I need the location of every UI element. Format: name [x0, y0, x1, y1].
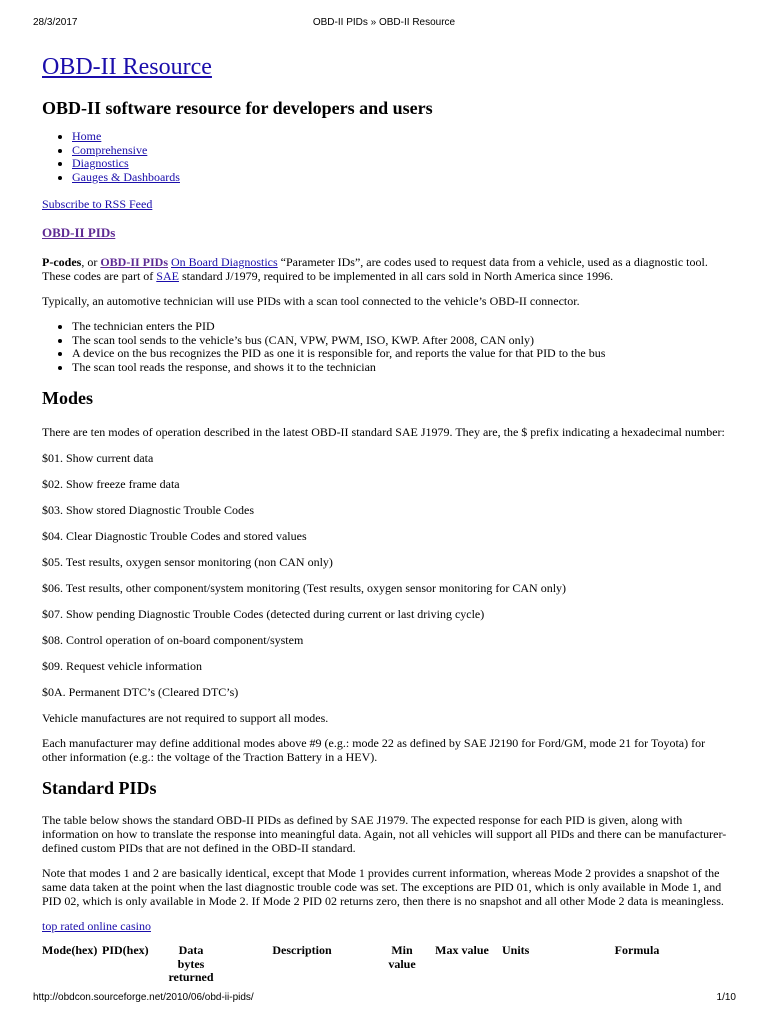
mode-item: $04. Clear Diagnostic Trouble Codes and stored values: [42, 529, 307, 543]
nav-link-diagnostics[interactable]: Diagnostics: [72, 156, 129, 170]
nav-link-comprehensive[interactable]: Comprehensive: [72, 142, 148, 157]
col-units: Units: [502, 943, 530, 957]
post-title-link[interactable]: OBD-II PIDs: [42, 225, 116, 240]
mode-item: $08. Control operation of on-board component/system: [42, 633, 304, 647]
col-pid: PID(hex): [102, 943, 149, 957]
rss-feed-link[interactable]: Subscribe to RSS Feed: [42, 197, 153, 211]
step-item: • The technician enters the PID: [72, 320, 732, 334]
col-min-value: [382, 944, 422, 985]
nav-item-diagnostics: [72, 157, 732, 171]
intro-text-4: standard J/1979, required to be implemented in all cars sold in North America since 1996.: [178, 269, 614, 283]
col-data-bytes-line-3: returned: [168, 970, 214, 984]
steps-list: [42, 320, 732, 374]
step-item: • The scan tool sends to the vehicle’s bus (CAN, VPW, PWM, ISO, KWP. After 2008, CAN only): [72, 334, 732, 348]
col-data-bytes-line-2: bytes: [177, 956, 205, 971]
nav-item-home: [72, 130, 732, 144]
intro-paragraph: [42, 255, 732, 283]
print-url: http://obdcon.sourceforge.net/2010/06/obd-ii-pids/: [33, 992, 254, 1003]
standard-pids-heading: Standard PIDs: [42, 778, 157, 798]
site-tagline: OBD-II software resource for developers and users: [42, 98, 433, 118]
nav-link-home[interactable]: Home: [72, 129, 102, 143]
mode-item: $05. Test results, oxygen sensor monitoring (non CAN only): [42, 555, 333, 569]
mode-item: $06. Test results, other component/system monitoring (Test results, oxygen sensor monitoring for CAN only): [42, 581, 567, 595]
col-formula: Formula: [614, 943, 660, 957]
print-page-number: 1/10: [716, 992, 736, 1003]
nav-link-gauges[interactable]: Gauges & Dashboards: [72, 169, 180, 184]
nav-item-gauges: [72, 171, 732, 185]
nav-item-comprehensive: [72, 144, 732, 158]
ad-link[interactable]: top rated online casino: [42, 919, 151, 933]
additional-modes-paragraph: Each manufacturer may define additional modes above #9 (e.g.: mode 22 as defined by SAE J2190 for Ford/GM, mode 21 for Toyota) for other information (e.g.: the voltage of the Traction Battery in a HEV).: [42, 736, 706, 764]
col-max-value: Max value: [435, 943, 489, 957]
print-date: 28/3/2017: [33, 17, 78, 28]
pids-table: [42, 944, 722, 985]
manufacturers-note: Vehicle manufactures are not required to support all modes.: [42, 711, 329, 725]
step-item: • The scan tool reads the response, and shows it to the technician: [72, 361, 732, 375]
step-item: • A device on the bus recognizes the PID as one it is responsible for, and reports the value for that PID to the bus: [72, 347, 732, 361]
mode-item: $03. Show stored Diagnostic Trouble Codes: [42, 503, 255, 517]
print-page-title: OBD-II PIDs » OBD-II Resource: [312, 17, 456, 28]
mode-item: $02. Show freeze frame data: [42, 477, 180, 491]
mode-item: $09. Request vehicle information: [42, 659, 202, 673]
intro-text-1: , or: [81, 255, 101, 269]
col-mode: Mode(hex): [42, 943, 98, 957]
standard-pids-paragraph-2: Note that modes 1 and 2 are basically identical, except that Mode 1 provides current information, whereas Mode 2 provides a snapshot of the same data taken at the point when the last diagnostic trouble code was set. The exceptions are PID 01, which is only available in Mode 1, and PID 02, which is only available in Mode 2. If Mode 2 PID 02 returns zero, then there is no snapshot and all other Mode 2 data is meaningless.: [42, 866, 724, 908]
obd-pids-link[interactable]: OBD-II PIDs: [100, 255, 169, 269]
modes-list: [42, 451, 732, 699]
col-description: Description: [272, 943, 332, 957]
intro-text-3: “Parameter IDs”, are codes used to request data from a vehicle, used as a diagnostic tool. These codes are part of: [42, 255, 708, 283]
col-data-bytes-line-1: Data: [178, 943, 204, 957]
typically-paragraph: Typically, an automotive technician will use PIDs with a scan tool connected to the vehicle’s OBD-II connector.: [42, 294, 580, 308]
site-title-link[interactable]: OBD-II Resource: [42, 54, 212, 80]
modes-intro: There are ten modes of operation described in the latest OBD-II standard SAE J1979. They are, the $ prefix indicating a hexadecimal number:: [42, 425, 725, 439]
col-min-line-2: value: [388, 956, 416, 971]
standard-pids-paragraph-1: The table below shows the standard OBD-II PIDs as defined by SAE J1979. The expected response for each PID is given, along with information on how to translate the response into meaningful data. Again, not all vehicles will support all PIDs and there can be manufacturer-defined custom PIDs that are not defined in the OBD-II standard.: [42, 813, 727, 855]
post-title: [42, 225, 732, 241]
mode-item: $01. Show current data: [42, 451, 154, 465]
main-nav: [42, 130, 732, 184]
modes-heading: Modes: [42, 388, 93, 408]
page-content: [42, 52, 732, 985]
mode-item: $07. Show pending Diagnostic Trouble Codes (detected during current or last driving cycle): [42, 607, 485, 621]
col-data-bytes: [160, 944, 222, 985]
site-title: [42, 52, 732, 82]
on-board-diagnostics-link[interactable]: On Board Diagnostics: [171, 255, 278, 269]
mode-item: $0A. Permanent DTC’s (Cleared DTC’s): [42, 685, 239, 699]
sae-link[interactable]: SAE: [156, 269, 179, 283]
table-header-row: [42, 944, 722, 985]
col-min-line-1: Min: [391, 943, 413, 957]
p-codes-term: P-codes: [42, 255, 82, 269]
